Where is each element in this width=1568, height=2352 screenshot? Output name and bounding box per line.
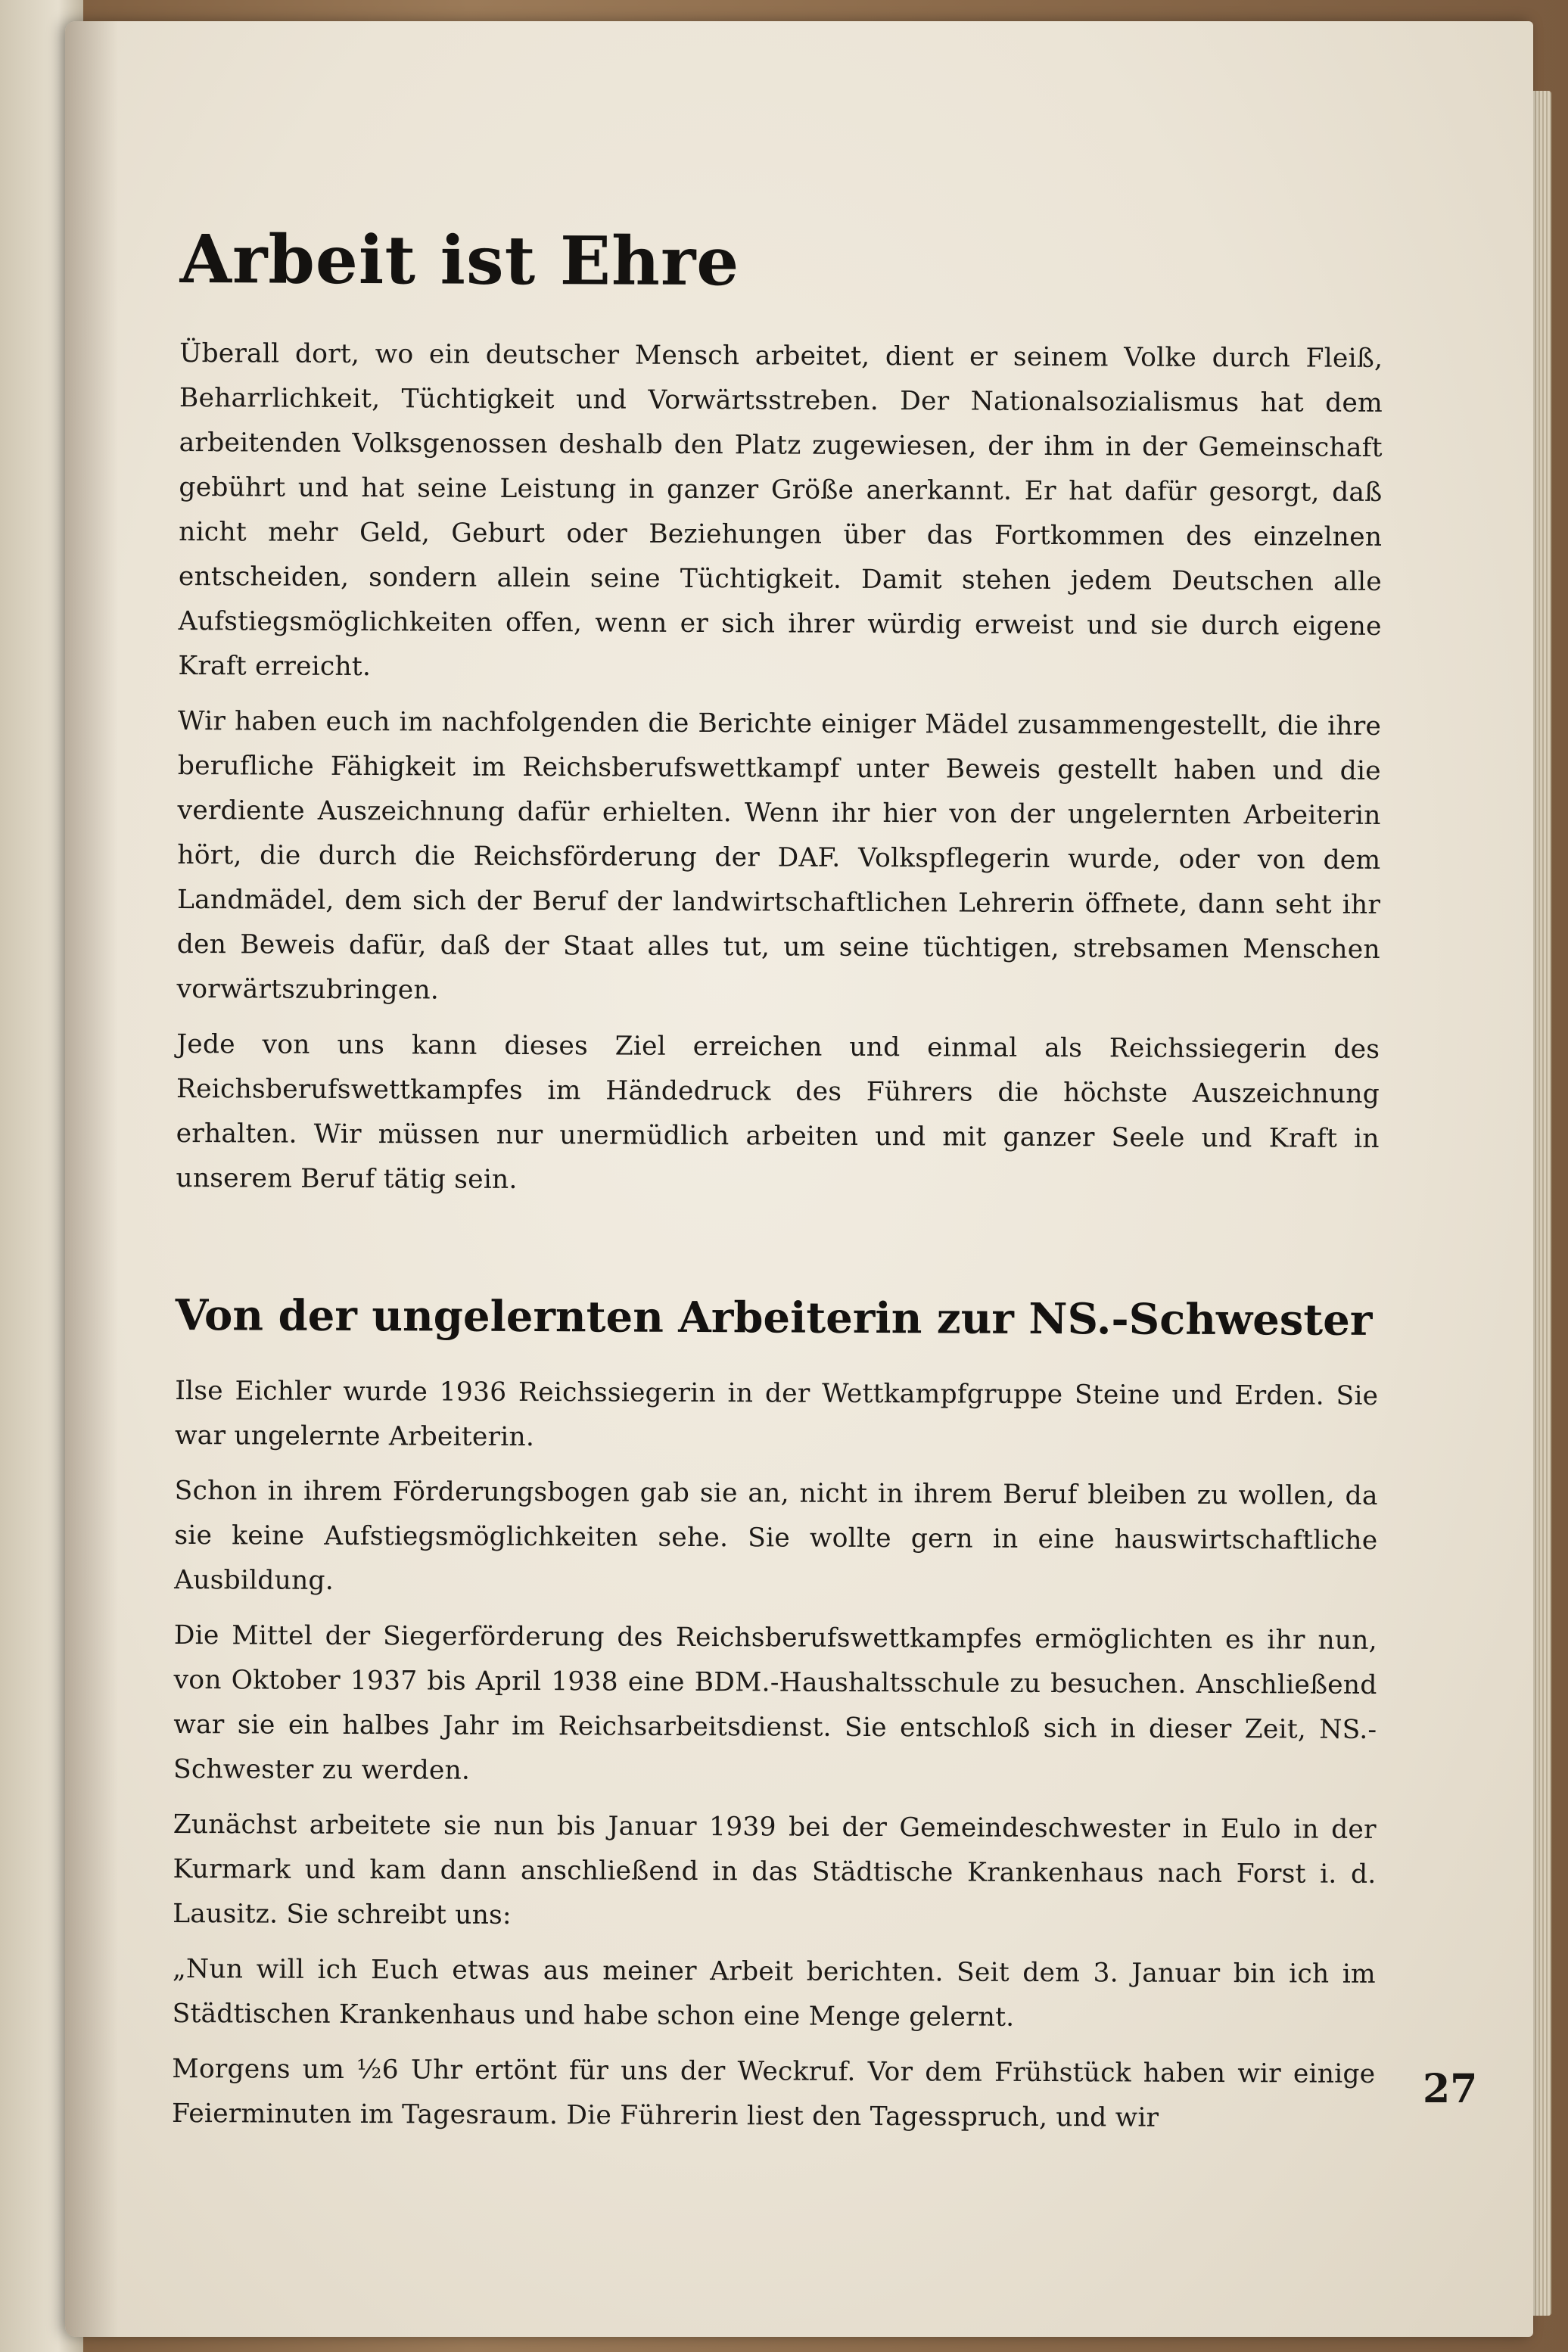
section-paragraph-2: Schon in ihrem Förderungsbogen gab sie an, nicht in ihrem Beruf bleiben zu wollen, da sie keine Aufstiegsmöglichkeiten sehe. Sie wollte gern in eine hauswirtschaftliche Ausbildung. bbox=[174, 1475, 1378, 1596]
intro-paragraph-3: Jede von uns kann dieses Ziel erreichen und einmal als Reichssiegerin des Reichsberufswettkampfes im Händedruck des Führers die höchste Auszeichnung erhalten. Wir müssen nur unermüdlich arbeiten und mit ganzer Seele und Kraft in unserem Beruf tätig sein. bbox=[176, 1028, 1380, 1195]
section-paragraph-1: Ilse Eichler wurde 1936 Reichssiegerin in der Wettkampfgruppe Steine und Erden. Sie war ungelernte Arbeiterin. bbox=[174, 1375, 1379, 1453]
page-content bbox=[172, 219, 1383, 2152]
section-paragraph-4: Zunächst arbeitete sie nun bis Januar 1939 bei der Gemeindeschwester in Eulo in der Kurmark und kam dann anschließend in das Städtische Krankenhaus nach Forst i. d. Lausitz. Sie schreibt uns: bbox=[173, 1809, 1377, 1930]
section-title: Von der ungelernten Arbeiterin zur NS.-Schwester bbox=[175, 1290, 1373, 1346]
page-number: 27 bbox=[1423, 2066, 1478, 2112]
page-title: Arbeit ist Ehre bbox=[179, 219, 740, 301]
intro-paragraph-2: Wir haben euch im nachfolgenden die Berichte einiger Mädel zusammengestellt, die ihre berufliche Fähigkeit im Reichsberufswettkampf unter Beweis gestellt haben und die verdiente Auszeichnung dafür erhielten. Wenn ihr hier von der ungelernten Arbeiterin hört, die durch die Reichsförderung der DAF. Volkspflegerin wurde, oder von dem Landmädel, dem sich der Beruf der landwirtschaftlichen Lehrerin öffnete, dann seht ihr den Beweis dafür, daß der Staat alles tut, um seine tüchtigen, strebsamen Menschen vorwärtszubringen. bbox=[176, 705, 1382, 1006]
page-gutter-shadow bbox=[65, 21, 118, 2337]
intro-paragraph-1: Überall dort, wo ein deutscher Mensch arbeitet, dient er seinem Volke durch Fleiß, Beharrlichkeit, Tüchtigkeit und Vorwärtsstreben. Der Nationalsozialismus hat dem arbeitenden Volksgenossen deshalb den Platz zugewiesen, der ihm in der Gemeinschaft gebührt und hat seine Leistung in ganzer Größe anerkannt. Er hat dafür gesorgt, daß nicht mehr Geld, Geburt oder Beziehungen über das Fortkommen des einzelnen entscheiden, sondern allein seine Tüchtigkeit. Damit stehen jedem Deutschen alle Aufstiegsmöglichkeiten offen, wenn er sich ihrer würdig erweist und sie durch eigene Kraft erreicht. bbox=[178, 338, 1383, 683]
section-paragraph-3: Die Mittel der Siegerförderung des Reichsberufswettkampfes ermöglichten es ihr nun, von Oktober 1937 bis April 1938 eine BDM.-Haushaltsschule zu besuchen. Anschließend war sie ein halbes Jahr im Reichsarbeitsdienst. Sie entschloß sich in dieser Zeit, NS.-Schwester zu werden. bbox=[173, 1619, 1377, 1786]
section-paragraph-6: Morgens um ½6 Uhr ertönt für uns der Weckruf. Vor dem Frühstück haben wir einige Feierminuten im Tagesraum. Die Führerin liest den Tagesspruch, und wir bbox=[171, 2053, 1376, 2133]
section-paragraph-5: „Nun will ich Euch etwas aus meiner Arbeit berichten. Seit dem 3. Januar bin ich im Städtischen Krankenhaus und habe schon eine Menge gelernt. bbox=[172, 1953, 1376, 2033]
